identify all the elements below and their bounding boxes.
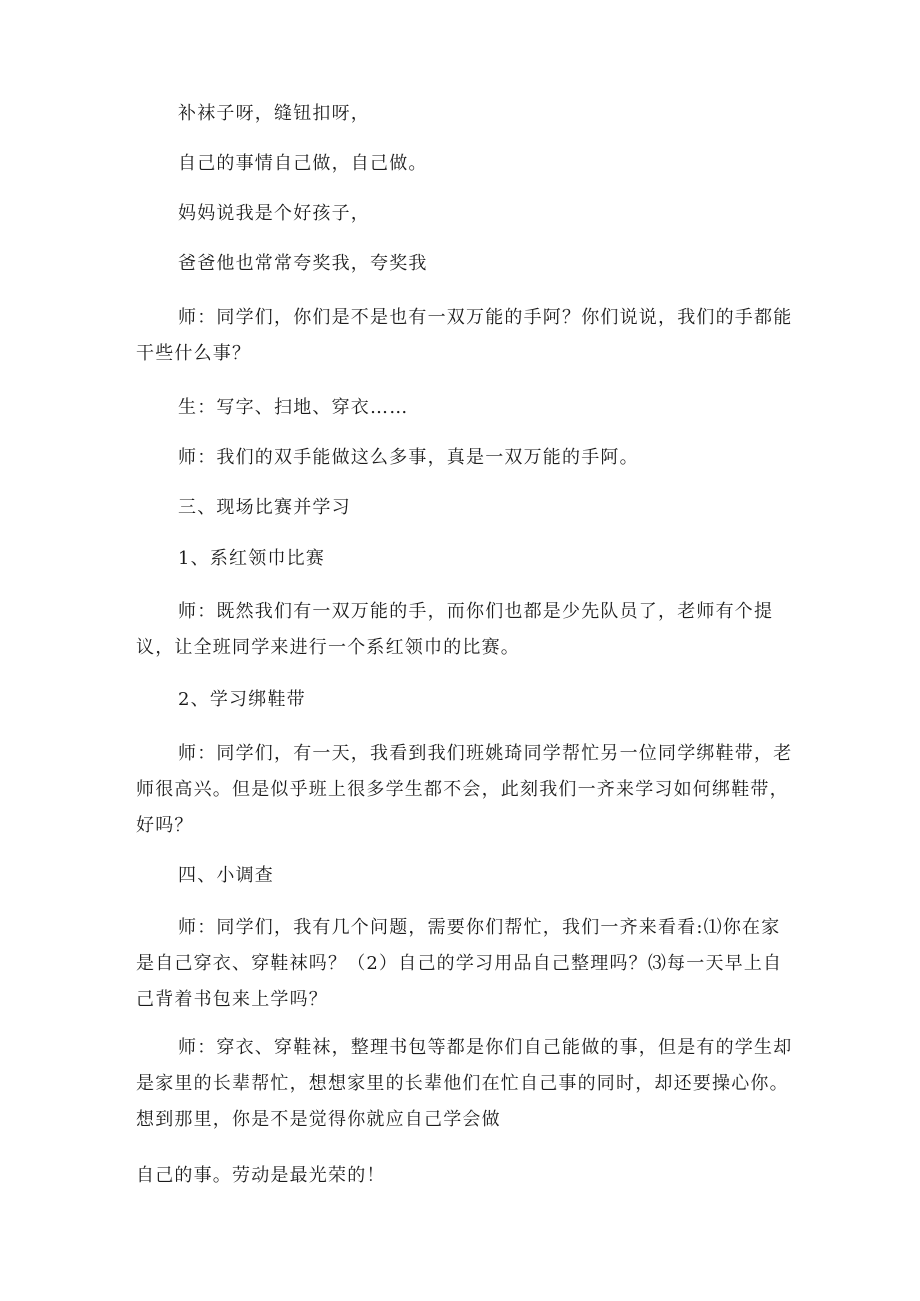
paragraph-red-scarf-contest: 师：既然我们有一双万能的手，而你们也都是少先队员了，老师有个提议，让全班同学来进行一个系红领巾的比赛。 — [136, 601, 774, 658]
poem-line-2: 自己的事情自己做，自己做。 — [178, 153, 428, 174]
subheading-shoelaces: 2、学习绑鞋带 — [178, 689, 306, 710]
paragraph-student-answer: 生：写字、扫地、穿衣…… — [178, 397, 409, 418]
paragraph-survey: 师：同学们，我有几个问题，需要你们帮忙，我们一齐来看看:⑴你在家是自己穿衣、穿鞋袜吗？（2）自己的学习用品自己整理吗？⑶每一天早上自己背着书包来上学吗？ — [136, 917, 783, 1010]
paragraph-conclusion: 自己的事。劳动是最光荣的！ — [136, 1165, 386, 1186]
paragraph-self-reliance: 师：穿衣、穿鞋袜，整理书包等都是你们自己能做的事，但是有的学生却是家里的长辈帮忙，想想家里的长辈他们在忙自己事的同时，却还要操心你。想到那里，你是不是觉得你就应自己学会做 — [136, 1037, 793, 1130]
poem-line-4: 爸爸他也常常夸奖我，夸奖我 — [178, 253, 428, 274]
poem-line-3: 妈妈说我是个好孩子， — [178, 203, 370, 224]
paragraph-shoelaces: 师：同学们，有一天，我看到我们班姚琦同学帮忙另一位同学绑鞋带，老师很高兴。但是似乎班上很多学生都不会，此刻我们一齐来学习如何绑鞋带，好吗？ — [136, 743, 793, 836]
paragraph-teacher-praise: 师：我们的双手能做这么多事，真是一双万能的手阿。 — [178, 447, 639, 468]
paragraph-teacher-question: 师：同学们，你们是不是也有一双万能的手阿？你们说说，我们的手都能干些什么事？ — [136, 307, 793, 364]
section-heading-3: 三、现场比赛并学习 — [178, 497, 351, 518]
poem-line-1: 补袜子呀，缝钮扣呀， — [178, 103, 370, 124]
section-heading-4: 四、小调查 — [178, 865, 274, 886]
subheading-red-scarf: 1、系红领巾比赛 — [178, 548, 326, 569]
